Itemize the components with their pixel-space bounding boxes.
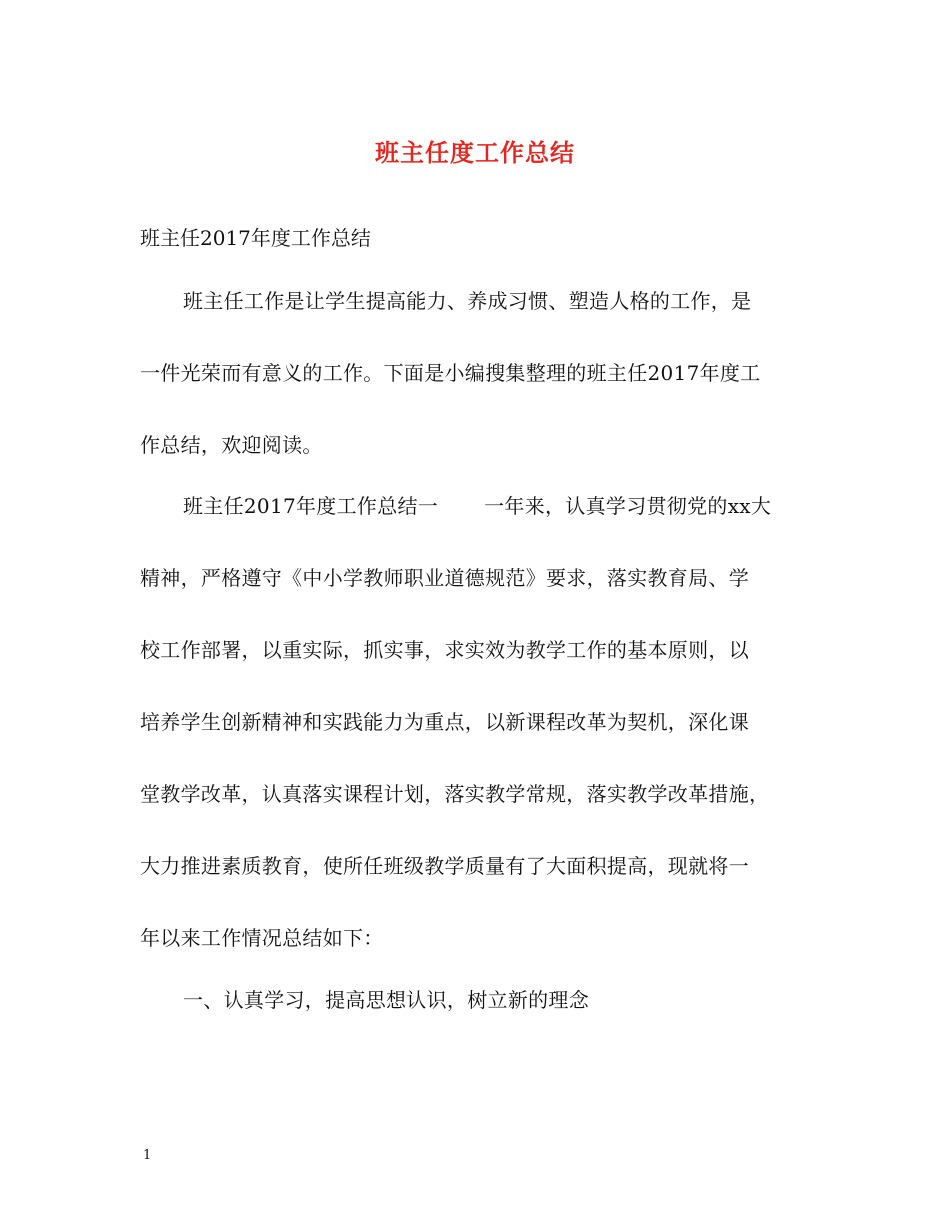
section-one-line-5: 大力推进素质教育，使所任班级教学质量有了大面积提高，现就将一 [140, 854, 749, 878]
section-one-line-2: 校工作部署，以重实际，抓实事，求实效为教学工作的基本原则，以 [140, 638, 749, 662]
point-one-heading: 一、认真学习，提高思想认识，树立新的理念 [183, 988, 589, 1012]
intro-line-1: 班主任工作是让学生提高能力、养成习惯、塑造人格的工作，是 [183, 289, 752, 313]
page-number: 1 [143, 1148, 152, 1163]
section-one-line-4: 堂教学改革，认真落实课程计划，落实教学常规，落实教学改革措施， [140, 782, 770, 806]
section-one-line-6: 年以来工作情况总结如下： [140, 926, 384, 950]
intro-line-3: 作总结，欢迎阅读。 [140, 433, 323, 457]
section-one-first-line-rest: 一年来，认真学习贯彻党的xx大 [484, 494, 772, 518]
section-one-line-3: 培养学生创新精神和实践能力为重点，以新课程改革为契机，深化课 [140, 710, 749, 734]
section-one-heading: 班主任2017年度工作总结一 [183, 494, 439, 518]
section-one-line-1: 精神，严格遵守《中小学教师职业道德规范》要求，落实教育局、学 [140, 566, 749, 590]
intro-line-2: 一件光荣而有意义的工作。下面是小编搜集整理的班主任2017年度工 [140, 361, 761, 385]
section-one-first-line [183, 490, 863, 519]
document-title: 班主任度工作总结 [375, 138, 575, 167]
document-subtitle: 班主任2017年度工作总结 [140, 226, 371, 250]
